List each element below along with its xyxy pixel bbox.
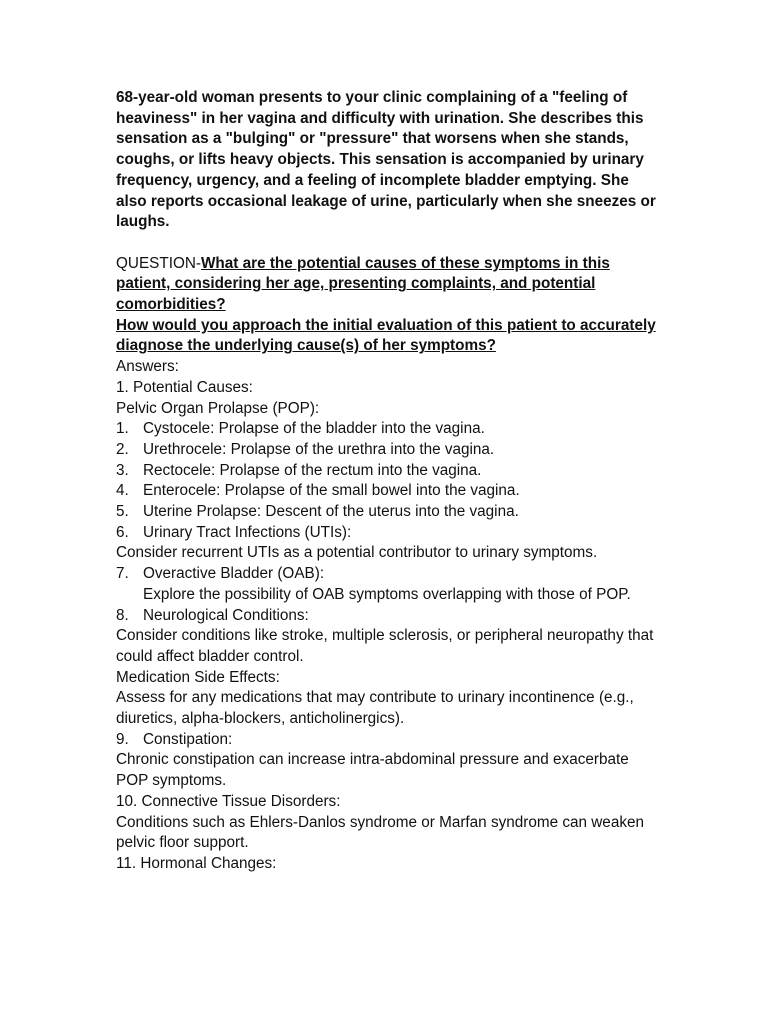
blank-line bbox=[116, 233, 656, 254]
uti-text: Consider recurrent UTIs as a potential contributor to urinary symptoms. bbox=[116, 544, 598, 562]
neuro-heading: 8. Neurological Conditions: bbox=[116, 606, 309, 624]
pop-heading: Pelvic Organ Prolapse (POP): bbox=[116, 399, 320, 417]
neuro-text: Consider conditions like stroke, multiple sclerosis, or peripheral neuropathy that could affect bladder control. bbox=[116, 627, 654, 665]
case-description: 68-year-old woman presents to your clinic complaining of a "feeling of heaviness" in her vagina and difficulty with urination. She describes this sensation as a "bulging" or "pressure" that worsens when she stands, coughs, or lifts heavy objects. This sensation is accompanied by urinary frequency, urgency, and a feeling of incomplete bladder emptying. She also reports occasional leakage of urine, particularly when she sneezes or laughs. bbox=[116, 89, 656, 231]
question-block bbox=[116, 254, 656, 358]
list-item: 4. Enterocele: Prolapse of the small bowel into the vagina. bbox=[116, 482, 520, 500]
list-item: 1. Cystocele: Prolapse of the bladder into the vagina. bbox=[116, 420, 485, 438]
meds-text: Assess for any medications that may contribute to urinary incontinence (e.g., diuretics, alpha-blockers, anticholinergics). bbox=[116, 689, 634, 728]
list-item: 5. Uterine Prolapse: Descent of the uterus into the vagina. bbox=[116, 503, 519, 521]
section-potential-causes: 1. Potential Causes: bbox=[116, 378, 253, 396]
question-part-1: What are the potential causes of these symptoms in this patient, considering her age, presenting complaints, and potential comorbidities? bbox=[116, 254, 610, 314]
oab-heading: 7. Overactive Bladder (OAB): bbox=[116, 565, 325, 583]
connective-heading: 10. Connective Tissue Disorders: bbox=[116, 792, 341, 810]
uti-heading: 6. Urinary Tract Infections (UTIs): bbox=[116, 523, 352, 541]
connective-text: Conditions such as Ehlers-Danlos syndrome or Marfan syndrome can weaken pelvic floor support. bbox=[116, 813, 644, 852]
constipation-text: Chronic constipation can increase intra-abdominal pressure and exacerbate POP symptoms. bbox=[116, 751, 629, 790]
list-item: 2. Urethrocele: Prolapse of the urethra into the vagina. bbox=[116, 440, 495, 458]
answers-heading: Answers: bbox=[116, 358, 179, 376]
meds-heading: Medication Side Effects: bbox=[116, 668, 280, 686]
list-item: 3. Rectocele: Prolapse of the rectum into the vagina. bbox=[116, 461, 482, 479]
oab-text: Explore the possibility of OAB symptoms overlapping with those of POP. bbox=[143, 585, 631, 603]
document-page bbox=[116, 88, 656, 875]
question-part-2: How would you approach the initial evaluation of this patient to accurately diagnose the underlying cause(s) of her symptoms? bbox=[116, 316, 656, 355]
question-prefix: QUESTION- bbox=[116, 254, 201, 272]
hormonal-heading: 11. Hormonal Changes: bbox=[116, 855, 277, 872]
constipation-heading: 9. Constipation: bbox=[116, 730, 233, 748]
